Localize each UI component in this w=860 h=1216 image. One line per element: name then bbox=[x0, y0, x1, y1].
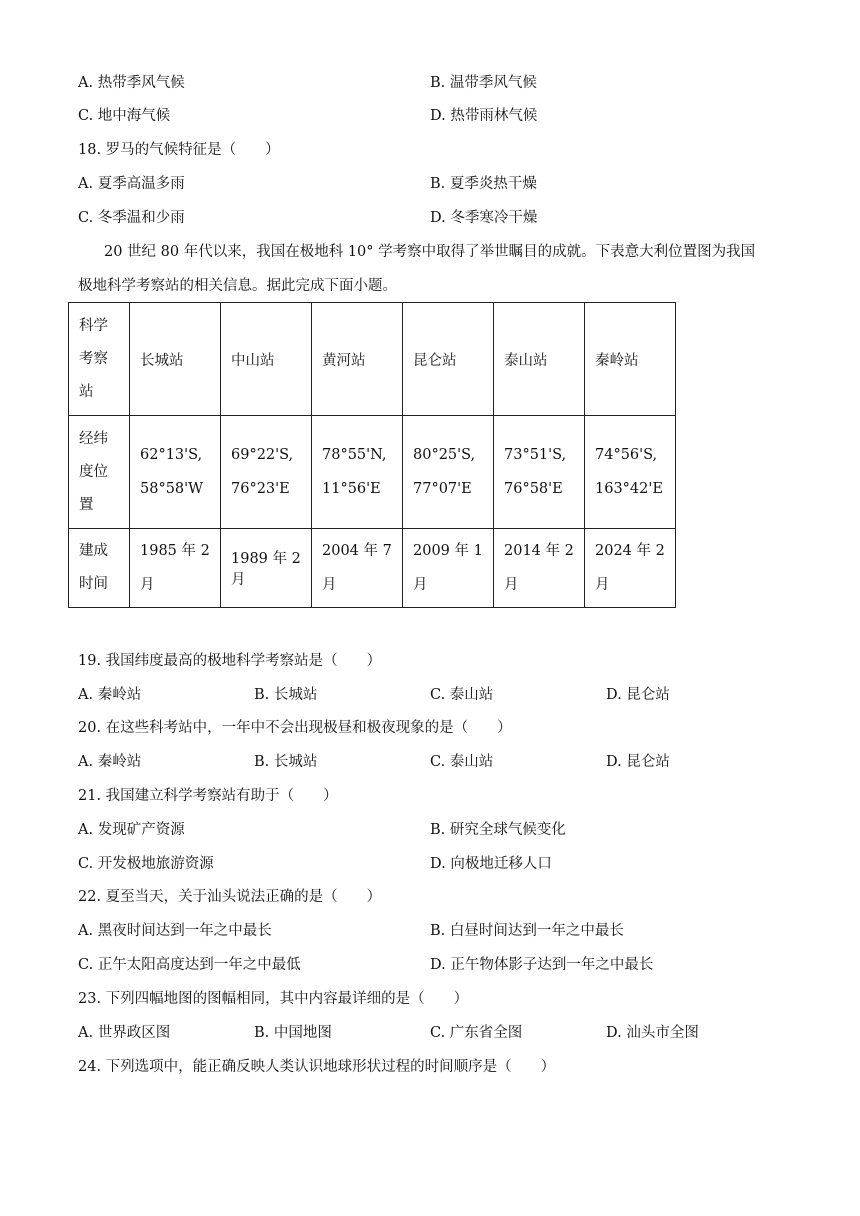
station-name-cell: 中山站 bbox=[221, 303, 312, 416]
station-name-cell: 黄河站 bbox=[312, 303, 403, 416]
intro-line-1: 20 世纪 80 年代以来，我国在极地科 10° 学考察中取得了举世瞩目的成就。下表意大利位置图为我国 bbox=[104, 244, 756, 260]
coordinate-cell: 62°13'S, 58°58'W bbox=[130, 416, 221, 529]
option-a: A. 秦岭站 bbox=[78, 754, 142, 770]
option-a: A. 热带季风气候 bbox=[78, 75, 185, 91]
intro-line-2: 极地科学考察站的相关信息。据此完成下面小题。 bbox=[78, 278, 397, 294]
option-d: D. 正午物体影子达到一年之中最长 bbox=[430, 957, 654, 973]
question-21-stem: 21. 我国建立科学考察站有助于（ ） bbox=[78, 788, 338, 804]
built-date-cell: 1985 年 2 月 bbox=[130, 529, 221, 608]
option-d: D. 昆仑站 bbox=[606, 754, 670, 770]
station-name-cell: 昆仑站 bbox=[403, 303, 494, 416]
option-b: B. 长城站 bbox=[254, 754, 318, 770]
row-header-built: 建成 时间 bbox=[69, 529, 130, 608]
coordinate-cell: 78°55'N, 11°56'E bbox=[312, 416, 403, 529]
option-c: C. 正午太阳高度达到一年之中最低 bbox=[78, 957, 301, 973]
question-18-stem: 18. 罗马的气候特征是（ ） bbox=[78, 142, 280, 158]
station-name-cell: 泰山站 bbox=[494, 303, 585, 416]
option-c: C. 广东省全图 bbox=[430, 1025, 523, 1041]
coordinate-cell: 74°56'S, 163°42'E bbox=[585, 416, 676, 529]
option-c: C. 泰山站 bbox=[430, 754, 494, 770]
table-row bbox=[69, 416, 676, 529]
option-c: C. 泰山站 bbox=[430, 687, 494, 703]
built-date-cell: 2024 年 2 月 bbox=[585, 529, 676, 608]
option-d: D. 热带雨林气候 bbox=[430, 108, 538, 124]
question-19-stem: 19. 我国纬度最高的极地科学考察站是（ ） bbox=[78, 653, 382, 669]
built-date-cell: 1989 年 2 月 bbox=[221, 529, 312, 608]
option-b: B. 中国地图 bbox=[254, 1025, 332, 1041]
option-b: B. 温带季风气候 bbox=[430, 75, 537, 91]
question-23-stem: 23. 下列四幅地图的图幅相同，其中内容最详细的是（ ） bbox=[78, 991, 469, 1007]
question-22-stem: 22. 夏至当天，关于汕头说法正确的是（ ） bbox=[78, 889, 382, 905]
option-c: C. 地中海气候 bbox=[78, 108, 171, 124]
stations-table bbox=[68, 302, 676, 608]
option-a: A. 发现矿产资源 bbox=[78, 822, 185, 838]
question-20-stem: 20. 在这些科考站中，一年中不会出现极昼和极夜现象的是（ ） bbox=[78, 720, 512, 736]
question-24-stem: 24. 下列选项中，能正确反映人类认识地球形状过程的时间顺序是（ ） bbox=[78, 1059, 556, 1075]
option-c: C. 开发极地旅游资源 bbox=[78, 856, 214, 872]
option-b: B. 长城站 bbox=[254, 687, 318, 703]
option-a: A. 黑夜时间达到一年之中最长 bbox=[78, 923, 272, 939]
option-d: D. 冬季寒冷干燥 bbox=[430, 210, 538, 226]
built-date-cell: 2004 年 7 月 bbox=[312, 529, 403, 608]
option-d: D. 昆仑站 bbox=[606, 687, 670, 703]
option-b: B. 研究全球气候变化 bbox=[430, 822, 566, 838]
option-b: B. 白昼时间达到一年之中最长 bbox=[430, 923, 624, 939]
table-row bbox=[69, 303, 676, 416]
built-date-cell: 2009 年 1 月 bbox=[403, 529, 494, 608]
coordinate-cell: 80°25'S, 77°07'E bbox=[403, 416, 494, 529]
coordinate-cell: 69°22'S, 76°23'E bbox=[221, 416, 312, 529]
option-b: B. 夏季炎热干燥 bbox=[430, 176, 537, 192]
station-name-cell: 秦岭站 bbox=[585, 303, 676, 416]
row-header-station: 科学 考察 站 bbox=[69, 303, 130, 416]
table-row bbox=[69, 529, 676, 608]
option-d: D. 向极地迁移人口 bbox=[430, 856, 552, 872]
station-name-cell: 长城站 bbox=[130, 303, 221, 416]
built-date-cell: 2014 年 2 月 bbox=[494, 529, 585, 608]
option-c: C. 冬季温和少雨 bbox=[78, 210, 185, 226]
option-a: A. 夏季高温多雨 bbox=[78, 176, 185, 192]
coordinate-cell: 73°51'S, 76°58'E bbox=[494, 416, 585, 529]
option-a: A. 世界政区图 bbox=[78, 1025, 171, 1041]
row-header-coordinates: 经纬 度位 置 bbox=[69, 416, 130, 529]
option-d: D. 汕头市全图 bbox=[606, 1025, 699, 1041]
option-a: A. 秦岭站 bbox=[78, 687, 142, 703]
